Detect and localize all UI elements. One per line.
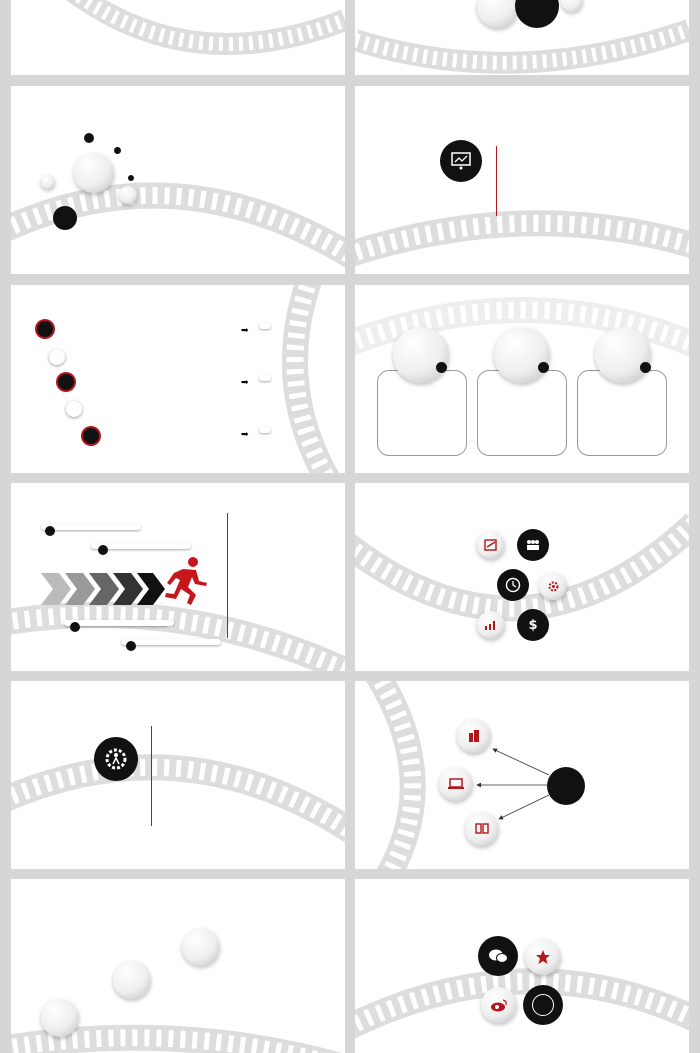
feature-number-2 <box>113 961 151 999</box>
pc-ball <box>439 767 473 801</box>
star-icon <box>535 949 551 965</box>
result-3 <box>259 427 271 433</box>
chart-icon <box>484 619 498 631</box>
advantage-number-3 <box>98 545 108 555</box>
wechat-icon <box>478 936 518 976</box>
profit-ball <box>477 611 505 639</box>
philosophy-ball-black-1 <box>84 133 94 143</box>
timeline-ball-large <box>477 0 519 28</box>
card-number-3 <box>640 362 651 373</box>
card-ball-3 <box>595 327 651 383</box>
slide-product-operation <box>11 681 345 869</box>
philosophy-ball-big <box>74 153 114 193</box>
connector-arrows <box>475 741 555 821</box>
advantage-number-1 <box>45 526 55 536</box>
advantage-number-4 <box>126 641 136 651</box>
philosophy-ball-mid <box>41 175 55 189</box>
slide-feasibility <box>355 483 689 671</box>
running-man-icon <box>161 555 211 607</box>
feature-number-1 <box>41 999 79 1037</box>
mobile-app-icon <box>475 822 489 836</box>
weibo-icon <box>490 998 508 1012</box>
presentation-icon <box>440 140 482 182</box>
problem-number-3 <box>58 374 74 390</box>
slide-problems <box>11 285 345 473</box>
arrow-icon: ➡ <box>241 326 249 336</box>
advantage-number-2 <box>70 622 80 632</box>
laptop-icon <box>448 778 464 790</box>
advantage-4 <box>121 639 221 645</box>
slide-industry-outlook <box>355 285 689 473</box>
result-2 <box>259 375 271 381</box>
bbs-text <box>532 994 554 1016</box>
team-icon <box>517 529 549 561</box>
bbs-icon <box>523 985 563 1025</box>
qzone-ball <box>525 939 561 975</box>
weibo-ball <box>481 987 517 1023</box>
problem-number-2 <box>49 349 65 365</box>
arrow-icon: ➡ <box>241 378 249 388</box>
runner-gear-icon <box>94 737 138 781</box>
advantage-2 <box>64 620 174 626</box>
problem-number-4 <box>66 401 82 417</box>
clock-icon <box>497 569 529 601</box>
card-number-2 <box>538 362 549 373</box>
result-1 <box>259 323 271 329</box>
slide-product-features <box>11 879 345 1053</box>
card-ball-2 <box>494 327 550 383</box>
task-ball <box>477 531 505 559</box>
philosophy-ball-black-3 <box>128 175 134 181</box>
slide-timeline <box>355 0 689 75</box>
slide-project-intro <box>355 86 689 274</box>
philosophy-ball-black-big <box>53 206 77 230</box>
philosophy-ball-mid2 <box>119 186 137 204</box>
card-number-1 <box>436 362 447 373</box>
slide-org-chart <box>11 0 345 75</box>
gear-icon <box>547 580 560 593</box>
divider <box>227 513 228 638</box>
philosophy-ball-black-2 <box>114 147 121 154</box>
slide-product-form <box>355 681 689 869</box>
divider <box>496 146 497 216</box>
problem-number-1 <box>37 321 53 337</box>
divider <box>151 726 152 826</box>
slide-advantages <box>11 483 345 671</box>
method-ball <box>539 572 567 600</box>
card-ball-1 <box>393 327 449 383</box>
feature-number-3 <box>182 928 220 966</box>
slide-network-marketing <box>355 879 689 1053</box>
chevron-arrows-icon <box>41 571 171 607</box>
timeline-ball-black <box>515 0 559 28</box>
arrow-icon: ➡ <box>241 430 249 440</box>
advantage-1 <box>41 524 141 530</box>
slide-corporate-philosophy <box>11 86 345 274</box>
timeline-ball-small <box>561 0 583 12</box>
pen-icon <box>484 539 498 551</box>
problem-number-5 <box>83 428 99 444</box>
money-icon: $ <box>517 609 549 641</box>
